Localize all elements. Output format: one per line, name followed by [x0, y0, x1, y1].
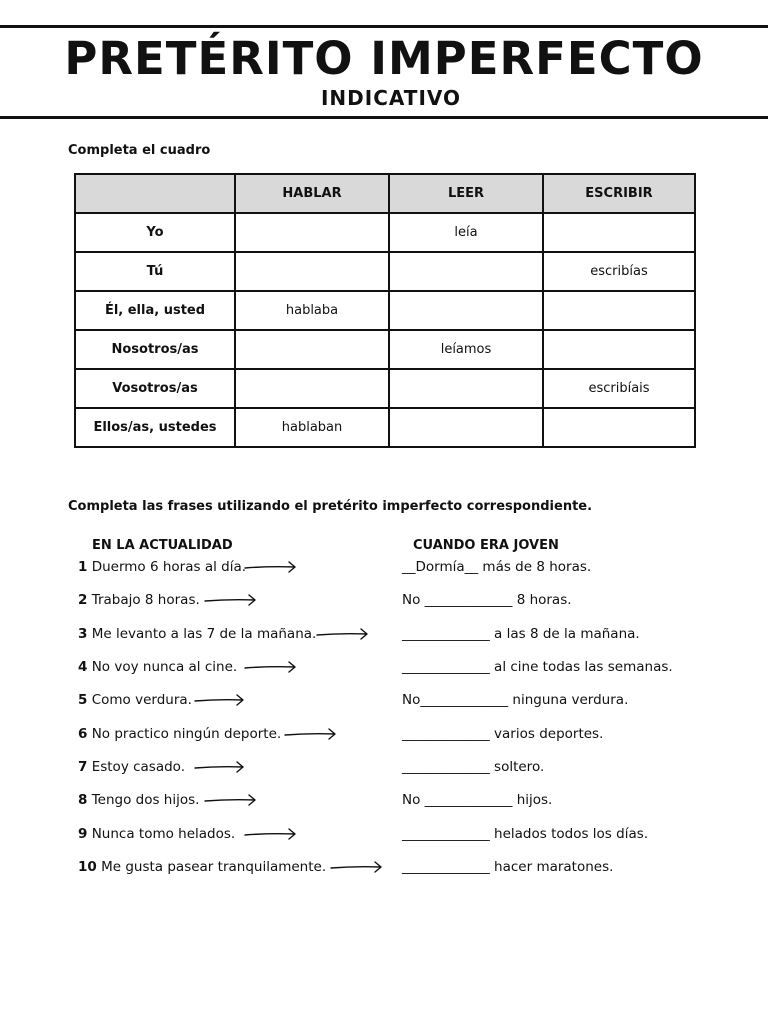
table-row	[75, 330, 695, 369]
present-column-heading: EN LA ACTUALIDAD	[92, 538, 233, 553]
conjugation-table	[74, 173, 696, 448]
table-row	[75, 408, 695, 447]
present-sentence	[78, 857, 326, 877]
present-sentence	[78, 624, 316, 644]
exercise-row	[0, 790, 768, 810]
present-text: No practico ningún deporte.	[91, 726, 282, 742]
exercise-number: 3	[78, 626, 88, 642]
exercise-number: 10	[78, 859, 97, 875]
arrow-right-icon	[316, 626, 372, 642]
table-instruction: Completa el cuadro	[68, 143, 211, 158]
past-sentence: _____________ a las 8 de la mañana.	[402, 626, 640, 642]
past-sentence: No _____________ 8 horas.	[402, 592, 572, 608]
arrow-right-icon	[204, 792, 260, 808]
exercise-row	[0, 724, 768, 744]
arrow-right-icon	[244, 659, 300, 675]
table-row	[75, 291, 695, 330]
exercise-row	[0, 557, 768, 577]
header-cell-hablar: HABLAR	[235, 174, 389, 213]
present-sentence	[78, 790, 199, 810]
past-column-heading: CUANDO ERA JOVEN	[413, 538, 559, 553]
cell-leer	[389, 369, 543, 408]
header-cell-pronoun	[75, 174, 235, 213]
sentences-instruction: Completa las frases utilizando el pretérito imperfecto correspondiente.	[68, 499, 593, 514]
cell-hablar: hablaba	[235, 291, 389, 330]
cell-pronoun: Yo	[75, 213, 235, 252]
exercise-number: 8	[78, 792, 88, 808]
arrow-right-icon	[194, 759, 248, 775]
present-text: Tengo dos hijos.	[91, 792, 200, 808]
exercise-row	[0, 690, 768, 710]
cell-escribir: escribías	[543, 252, 695, 291]
page-title: PRETÉRITO IMPERFECTO	[64, 32, 704, 85]
top-rule	[0, 25, 768, 28]
cell-leer	[389, 252, 543, 291]
present-text: No voy nunca al cine.	[91, 659, 238, 675]
exercise-row	[0, 624, 768, 644]
cell-leer: leía	[389, 213, 543, 252]
exercise-row	[0, 590, 768, 610]
page-subtitle: INDICATIVO	[320, 86, 462, 110]
arrow-right-icon	[330, 859, 386, 875]
past-sentence: _____________ soltero.	[402, 759, 545, 775]
exercise-row	[0, 824, 768, 844]
present-text: Nunca tomo helados.	[91, 826, 236, 842]
table-row	[75, 213, 695, 252]
cell-pronoun: Él, ella, usted	[75, 291, 235, 330]
cell-pronoun: Tú	[75, 252, 235, 291]
present-sentence	[78, 757, 185, 777]
cell-leer	[389, 291, 543, 330]
exercise-row	[0, 857, 768, 877]
cell-leer: leíamos	[389, 330, 543, 369]
past-sentence: _____________ helados todos los días.	[402, 826, 649, 842]
table-row	[75, 369, 695, 408]
cell-hablar	[235, 213, 389, 252]
cell-escribir	[543, 291, 695, 330]
cell-pronoun: Vosotros/as	[75, 369, 235, 408]
present-text: Me levanto a las 7 de la mañana.	[91, 626, 317, 642]
table-row	[75, 252, 695, 291]
exercise-number: 4	[78, 659, 88, 675]
past-sentence: _____________ hacer maratones.	[402, 859, 614, 875]
exercise-row	[0, 757, 768, 777]
exercise-number: 7	[78, 759, 88, 775]
present-sentence	[78, 590, 200, 610]
cell-pronoun: Ellos/as, ustedes	[75, 408, 235, 447]
present-sentence	[78, 724, 281, 744]
arrow-right-icon	[244, 559, 300, 575]
cell-escribir	[543, 330, 695, 369]
exercise-number: 9	[78, 826, 88, 842]
present-text: Como verdura.	[91, 692, 192, 708]
arrow-right-icon	[284, 726, 340, 742]
present-text: Estoy casado.	[91, 759, 185, 775]
arrow-right-icon	[244, 826, 300, 842]
present-text: Trabajo 8 horas.	[91, 592, 200, 608]
exercise-number: 6	[78, 726, 88, 742]
exercise-row	[0, 657, 768, 677]
past-sentence: No _____________ hijos.	[402, 792, 553, 808]
past-sentence: _____________ varios deportes.	[402, 726, 604, 742]
present-text: Me gusta pasear tranquilamente.	[101, 859, 327, 875]
present-sentence	[78, 824, 235, 844]
cell-escribir	[543, 213, 695, 252]
cell-hablar	[235, 369, 389, 408]
arrow-right-icon	[194, 692, 248, 708]
exercise-number: 2	[78, 592, 88, 608]
cell-escribir	[543, 408, 695, 447]
past-sentence: _____________ al cine todas las semanas.	[402, 659, 673, 675]
cell-leer	[389, 408, 543, 447]
cell-hablar: hablaban	[235, 408, 389, 447]
cell-escribir: escribíais	[543, 369, 695, 408]
present-sentence	[78, 557, 246, 577]
table-header-row	[75, 174, 695, 213]
cell-hablar	[235, 330, 389, 369]
present-text: Duermo 6 horas al día.	[91, 559, 247, 575]
bottom-rule	[0, 116, 768, 119]
cell-pronoun: Nosotros/as	[75, 330, 235, 369]
past-sentence: No_____________ ninguna verdura.	[402, 692, 629, 708]
present-sentence	[78, 690, 192, 710]
present-sentence	[78, 657, 237, 677]
header-cell-escribir: ESCRIBIR	[543, 174, 695, 213]
cell-hablar	[235, 252, 389, 291]
header-cell-leer: LEER	[389, 174, 543, 213]
exercise-number: 5	[78, 692, 88, 708]
exercise-number: 1	[78, 559, 88, 575]
arrow-right-icon	[204, 592, 260, 608]
past-sentence: __Dormía__ más de 8 horas.	[402, 559, 592, 575]
